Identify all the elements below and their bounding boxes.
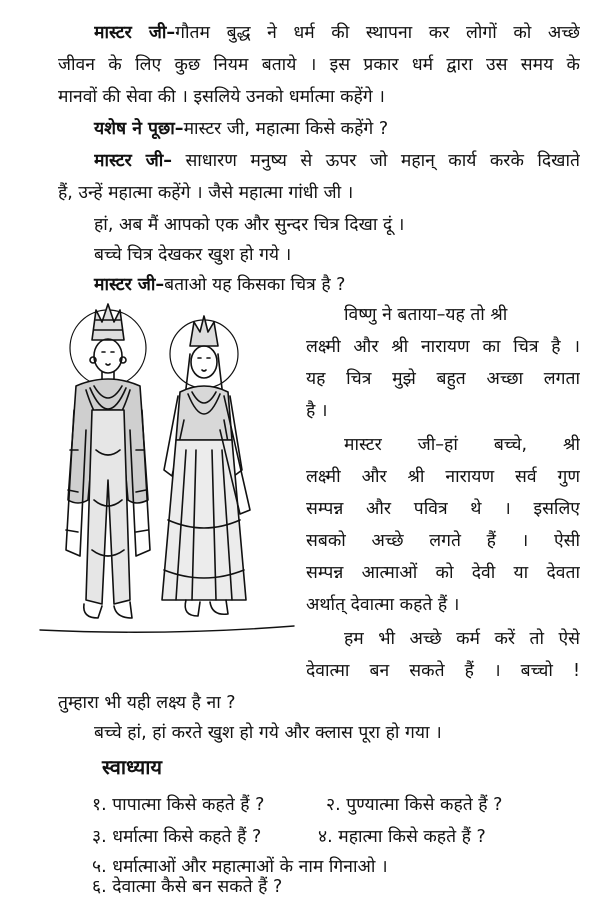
paragraph-text: साधारण मनुष्य से ऊपर जो महान् कार्य करके दिखाते <box>172 151 580 171</box>
question-4: ४. महात्मा किसे कहते हैं ? <box>318 827 486 847</box>
question-3: ३. धर्मात्मा किसे कहते हैं ? <box>92 827 262 847</box>
question-6: ६. देवात्मा कैसे बन सकते हैं ? <box>92 877 283 897</box>
paragraph-7-line-1: विष्णु ने बताया–यह तो श्री <box>344 305 508 325</box>
speaker-label: मास्टर जी– <box>94 23 176 43</box>
paragraph-1-line-3: मानवों की सेवा की । इसलिये उनको धर्मात्मा कहेंगे । <box>58 87 385 107</box>
paragraph-10: बच्चे हां, हां करते खुश हो गये और क्लास पूरा हो गया । <box>94 723 442 743</box>
paragraph-2 <box>94 114 388 144</box>
paragraph-8-line-1: मास्टर जी–हां बच्चे, श्री <box>344 435 580 455</box>
paragraph-6 <box>94 270 345 300</box>
lakshmi-narayan-illustration <box>36 300 298 650</box>
paragraph-4: हां, अब मैं आपको एक और सुन्दर चित्र दिखा दूं । <box>94 215 405 235</box>
paragraph-9-line-1: हम भी अच्छे कर्म करें तो ऐसे <box>344 629 580 649</box>
paragraph-text: मास्टर जी, महात्मा किसे कहेंगे ? <box>183 119 389 139</box>
paragraph-8-line-4: सबको अच्छे लगते हैं । ऐसी <box>306 531 580 551</box>
paragraph-7-line-2: लक्ष्मी और श्री नारायण का चित्र है । <box>306 337 580 357</box>
speaker-label: मास्टर जी– <box>94 275 165 295</box>
paragraph-1-line-2: जीवन के लिए कुछ नियम बताये । इस प्रकार धर्म द्वारा उस समय के <box>58 55 580 75</box>
paragraph-3-line-1 <box>94 146 580 176</box>
paragraph-8-line-3: सम्पन्न और पवित्र थे । इसलिए <box>306 499 580 519</box>
paragraph-9-line-3: तुम्हारा भी यही लक्ष्य है ना ? <box>58 693 236 713</box>
speaker-label: मास्टर जी– <box>94 151 173 171</box>
paragraph-8-line-5: सम्पन्न आत्माओं को देवी या देवता <box>306 563 580 583</box>
question-1: १. पापात्मा किसे कहते हैं ? <box>92 795 265 815</box>
question-5: ५. धर्मात्माओं और महात्माओं के नाम गिनाओ । <box>92 857 388 877</box>
paragraph-7-line-4: है । <box>306 401 328 421</box>
exercise-heading: स्वाध्याय <box>102 755 162 779</box>
paragraph-7-line-3: यह चित्र मुझे बहुत अच्छा लगता <box>306 369 580 389</box>
paragraph-3-line-2: हैं, उन्हें महात्मा कहेंगे । जैसे महात्मा गांधी जी । <box>58 183 354 203</box>
speaker-label: यशेष ने पूछा– <box>94 119 184 139</box>
paragraph-8-line-6: अर्थात् देवात्मा कहते हैं । <box>306 595 460 615</box>
paragraph-9-line-2: देवात्मा बन सकते हैं । बच्चो ! <box>306 661 580 681</box>
paragraph-8-line-2: लक्ष्मी और श्री नारायण सर्व गुण <box>306 467 580 487</box>
paragraph-text: बताओ यह किसका चित्र है ? <box>164 275 346 295</box>
question-2: २. पुण्यात्मा किसे कहते हैं ? <box>326 795 503 815</box>
paragraph-1-line-1 <box>94 18 580 48</box>
paragraph-5: बच्चे चित्र देखकर खुश हो गये । <box>94 245 292 265</box>
paragraph-text: गौतम बुद्ध ने धर्म की स्थापना कर लोगों को अच्छे <box>175 23 580 43</box>
